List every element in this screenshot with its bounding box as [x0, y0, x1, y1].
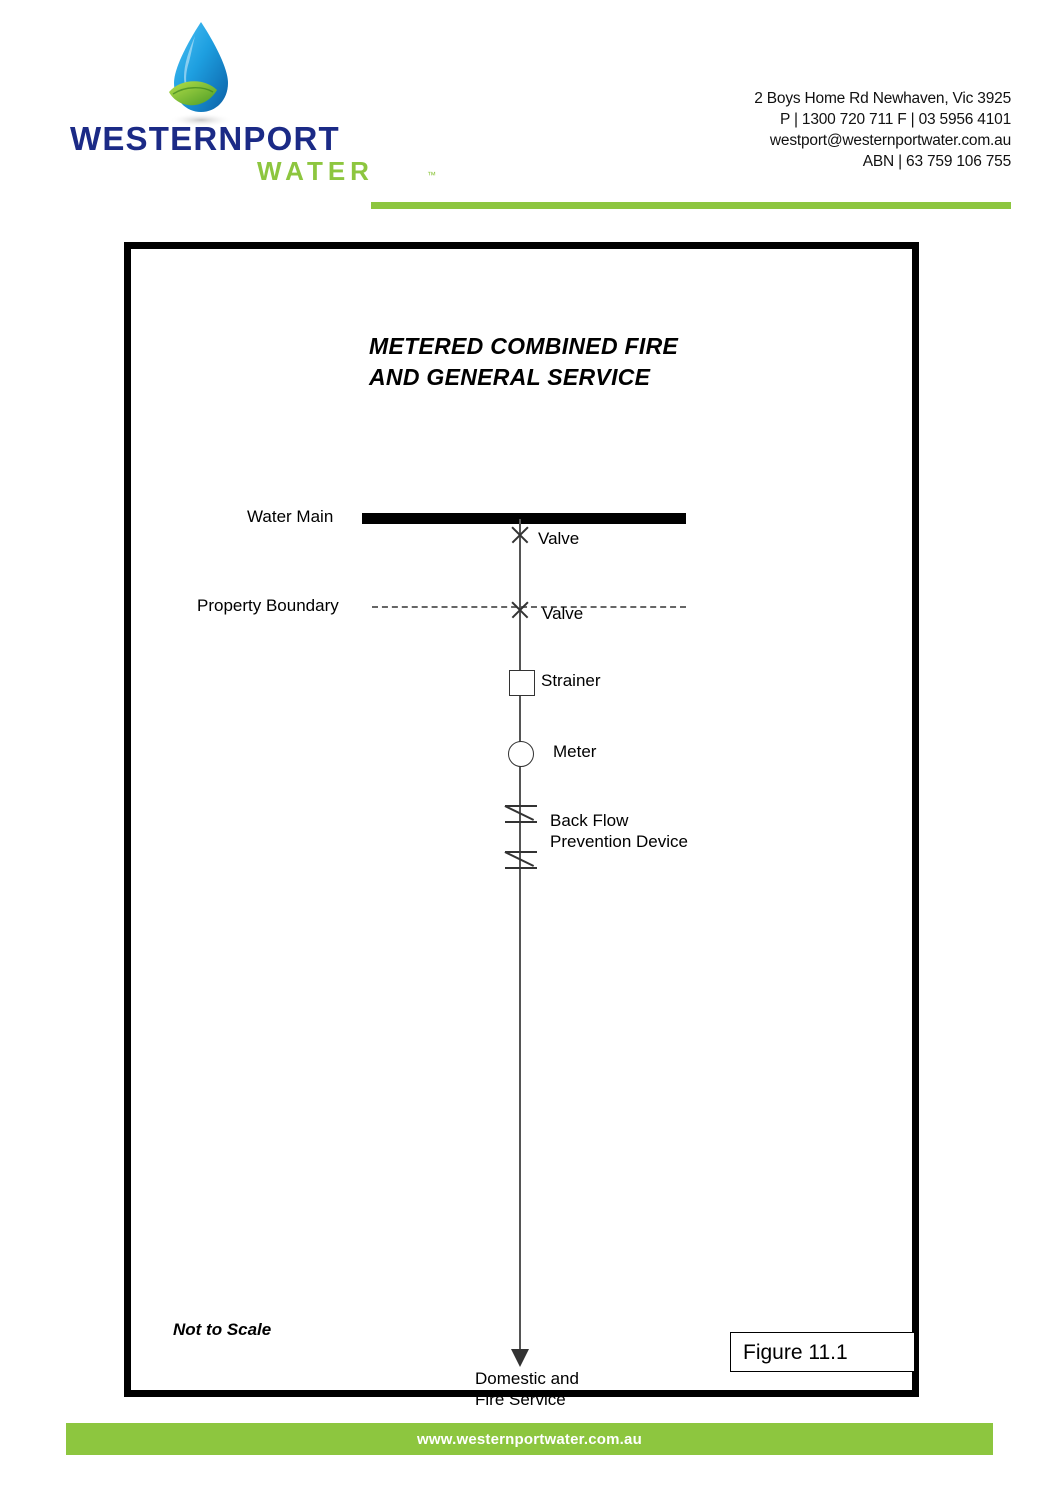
- contact-block: [754, 88, 1011, 172]
- diagram-title: [369, 331, 678, 393]
- valve-symbol-top: [509, 524, 531, 546]
- label-property-boundary: Property Boundary: [197, 596, 339, 615]
- contact-abn: ABN | 63 759 106 755: [862, 153, 1011, 170]
- diagram-title-line1: METERED COMBINED FIRE: [369, 333, 679, 359]
- backflow-prevention-symbol: [505, 805, 537, 875]
- label-outlet-service: [475, 1368, 579, 1410]
- figure-number-text: Figure 11.1: [743, 1341, 848, 1364]
- flow-arrow-icon: [511, 1349, 529, 1367]
- valve-symbol-bottom: [509, 599, 531, 621]
- label-outlet-line1: Domestic and: [475, 1369, 579, 1388]
- label-backflow-line1: Back Flow: [550, 811, 629, 830]
- diagram-title-line2: AND GENERAL SERVICE: [369, 364, 651, 390]
- label-water-main: Water Main: [247, 507, 334, 526]
- service-riser-pipe: [519, 519, 521, 1357]
- strainer-symbol: [509, 670, 535, 696]
- company-logo: [70, 18, 436, 218]
- meter-symbol: [508, 741, 534, 767]
- header-divider: [371, 202, 1011, 209]
- page-footer: [66, 1423, 993, 1455]
- diagram-frame: [124, 242, 919, 1409]
- label-backflow-prevention: [550, 810, 688, 852]
- page-header: [0, 0, 1059, 225]
- logo-trademark: ™: [427, 170, 436, 180]
- contact-address: 2 Boys Home Rd Newhaven, Vic 3925: [754, 90, 1011, 107]
- label-outlet-line2: Fire Service: [475, 1390, 566, 1409]
- figure-number-box: [730, 1332, 915, 1372]
- label-valve-top: Valve: [538, 529, 580, 548]
- contact-phone: P | 1300 720 711 F | 03 5956 4101: [780, 111, 1011, 128]
- logo-wordmark-top: WESTERNPORT: [70, 120, 340, 157]
- contact-email: westport@westernportwater.com.au: [769, 132, 1011, 149]
- not-to-scale-note: Not to Scale: [173, 1320, 272, 1339]
- footer-website: www.westernportwater.com.au: [417, 1431, 642, 1448]
- label-valve-bottom: Valve: [542, 604, 584, 623]
- logo-wordmark-bottom: WATER: [257, 156, 374, 186]
- label-backflow-line2: Prevention Device: [550, 832, 688, 851]
- label-meter: Meter: [553, 742, 597, 761]
- label-strainer: Strainer: [541, 671, 601, 690]
- water-main-pipe: [362, 513, 686, 524]
- water-drop-leaf-icon: [165, 20, 237, 128]
